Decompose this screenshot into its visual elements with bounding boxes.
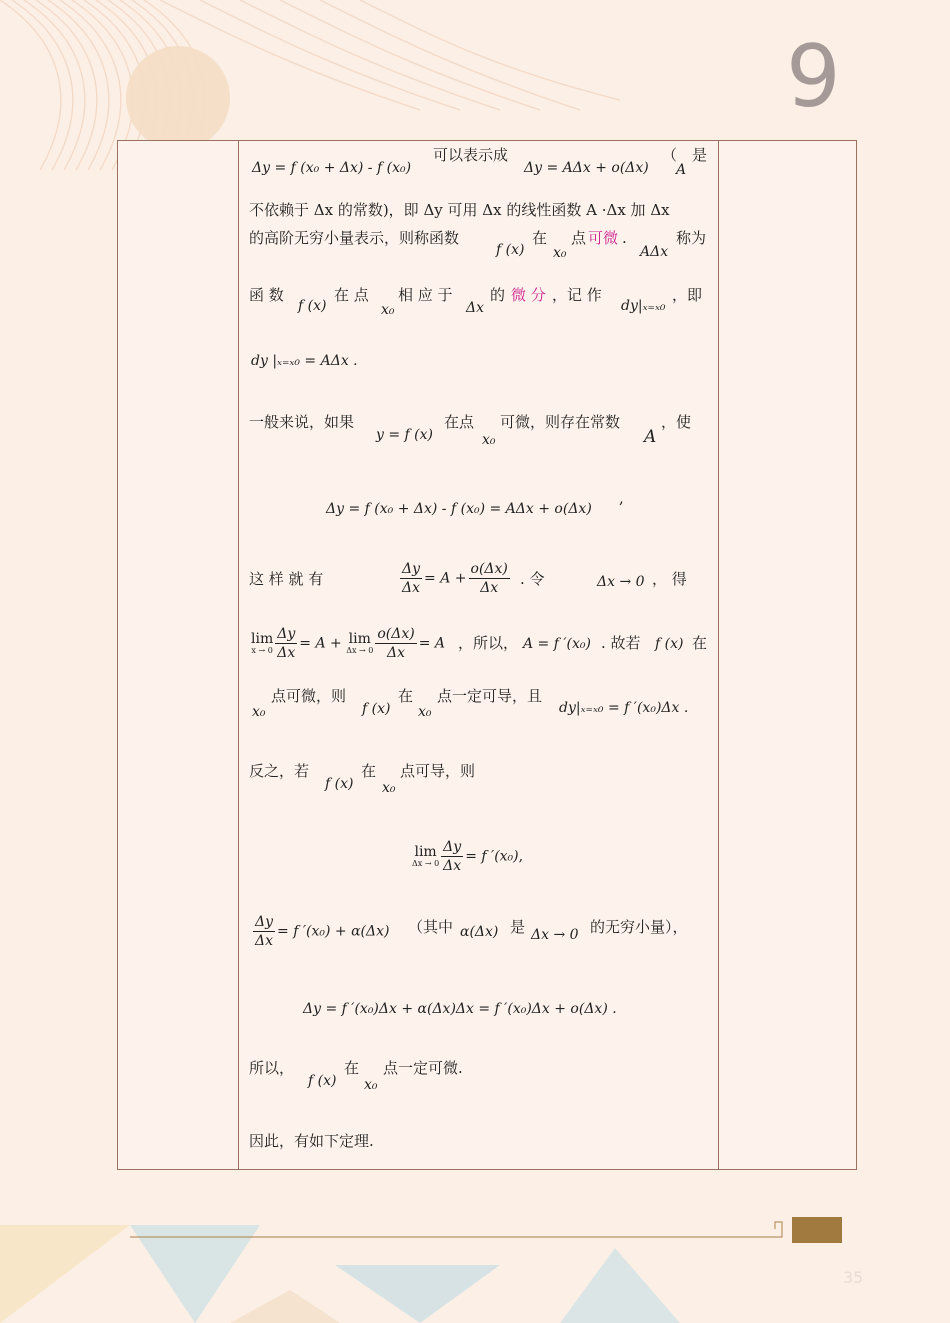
text-line: （ [662,146,678,164]
text-line: . 令 [520,570,545,588]
math-equation: dy|ₓ₌ₓ₀ = f ′(x₀)Δx . [559,700,689,716]
math-expression: Δy = AΔx + o(Δx) [524,160,649,176]
text-line: 可微，则存在常数 [500,413,621,431]
text-line: 函 数 [249,286,284,304]
text-line: 的无穷小量）， [590,918,688,936]
text-line: 的高阶无穷小量表示，则称函数 [249,229,460,247]
text-line: ，使 [661,413,692,431]
math-symbol: f (x) [298,298,327,314]
text-line: ，记 作 [552,286,602,304]
text-line: 在 [344,1059,360,1077]
text-line: 在点 [444,413,475,431]
text-line: 不依赖于 Δx 的常数)，即 Δy 可用 Δx 的线性函数 A ·Δx 加 Δx [249,201,670,219]
text-line: 在 [692,634,708,652]
math-symbol: Δx → 0 [597,574,645,590]
text-line: 因此，有如下定理. [249,1132,374,1150]
text-line: 这 样 就 有 [249,570,324,588]
math-symbol: Δx [466,300,485,316]
term-differential: 微 分 [511,286,546,304]
text-line: 反之，若 [249,762,310,780]
math-symbol: x₀ [482,432,496,448]
page-tab-marker [792,1217,842,1243]
text-line: 的 [490,286,506,304]
text-line: 相 应 于 [398,286,453,304]
chapter-number: 9 [786,27,841,127]
page-number: 35 [843,1268,864,1287]
math-symbol: x₀ [382,780,396,796]
math-symbol: x₀ [381,302,395,318]
text-line: . [622,229,627,247]
math-symbol: x₀ [418,704,432,720]
math-symbol: Δx → 0 [531,927,579,943]
text-line: , [619,489,624,507]
math-equation: Δy = f (x₀ + Δx) - f (x₀) = AΔx + o(Δx) [326,501,592,517]
text-line: 称为 [676,229,707,247]
text-line: 是 [510,918,526,936]
math-symbol: A [644,427,657,447]
text-line: 点 [571,229,587,247]
math-equation: Δy = f ′(x₀)Δx + α(Δx)Δx = f ′(x₀)Δx + o(Δx) . [303,1001,617,1017]
math-symbol: x₀ [364,1077,378,1093]
math-symbol: x₀ [252,704,266,720]
math-symbol: A [676,162,687,178]
text-line: ，所以， [458,634,519,652]
math-increment: Δy = f (x₀ + Δx) - f (x₀) [252,160,412,176]
math-limit-equation: lim Δx → 0 $\frac{\Delta y}{\Delta x}$ = f ′(x₀), [412,839,524,874]
text-line: 在 [532,229,548,247]
text-line: ， 得 [652,570,687,588]
text-line: 点一定可微. [383,1059,463,1077]
math-limit-equation: lim x → 0 $\frac{\Delta y}{\Delta x}$ = A + lim Δx → 0 $\frac{o(\Delta x)}{\Delta x}$ = A [251,626,446,661]
math-fraction-equation: $\frac{\Delta y}{\Delta x}$ = A + $\frac{o(\Delta x)}{\Delta x}$ [402,561,508,596]
math-symbol: f (x) [655,636,684,652]
term-differentiable: 可微 [588,229,619,247]
text-line: 在 [361,762,377,780]
text-line: 点可微，则 [271,687,347,705]
math-symbol: AΔx [640,244,669,260]
math-equation: dy |ₓ₌ₓ₀ = AΔx . [251,353,358,369]
text-line: 在 点 [334,286,369,304]
math-symbol: f (x) [362,701,391,717]
text-line: 所以， [249,1059,295,1077]
text-line: （其中 [408,918,454,936]
math-symbol: α(Δx) [460,924,499,940]
math-symbol: dy|ₓ₌ₓ₀ [621,298,666,314]
text-line: ，即 [672,286,703,304]
math-symbol: A = f ′(x₀) [523,636,591,652]
math-symbol: f (x) [325,776,354,792]
text-line: . 故若 [601,634,641,652]
text-line: 可以表示成 [433,146,509,164]
text-line: 点可导，则 [400,762,476,780]
text-line: 在 [398,687,414,705]
math-symbol: y = f (x) [376,427,433,443]
math-symbol: f (x) [308,1073,337,1089]
text-line: 一般来说，如果 [249,413,355,431]
text-line: 是 [692,146,708,164]
math-fraction-equation: $\frac{\Delta y}{\Delta x}$ = f ′(x₀) + α(Δx) [255,914,390,949]
math-symbol: f (x) [496,242,525,258]
text-line: 点一定可导，且 [437,687,543,705]
math-symbol: x₀ [553,245,567,261]
